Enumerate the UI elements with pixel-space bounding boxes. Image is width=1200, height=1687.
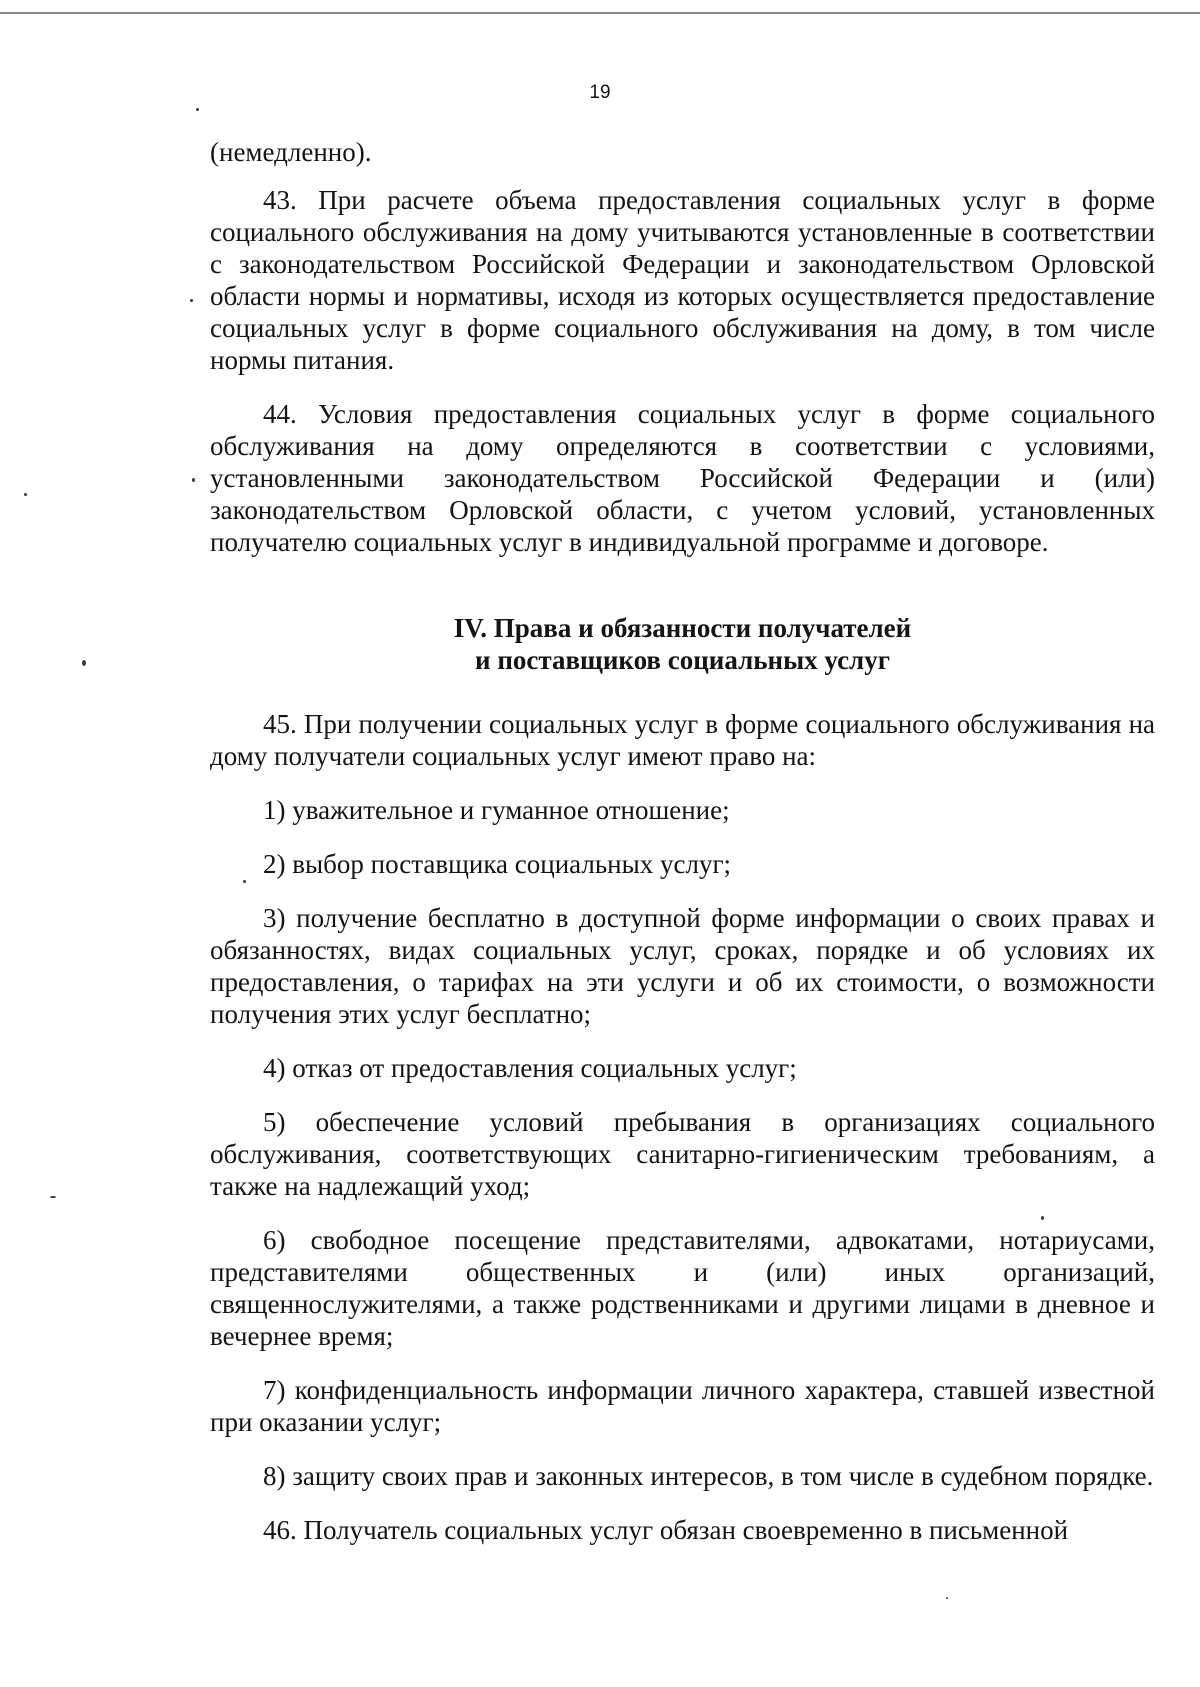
list-item-8: 8) защиту своих прав и законных интересов, в том числе в судебном порядке.: [263, 1461, 1154, 1491]
continuation-text: (немедленно).: [210, 137, 372, 167]
scan-top-edge-line: [0, 12, 1200, 14]
scan-speck: [243, 880, 246, 883]
paragraph-44: 44. Условия предоставления социальных услуг в форме социального обслуживания на дому определяются в соответствии с условиями, установленными законодательством Российской Федерации и (или) законодательством Орловской области, с учетом условий, установленных получателю социальных услуг в индивидуальной программе и договоре.: [210, 399, 1155, 557]
scan-speck: [192, 478, 195, 482]
section-heading: [210, 612, 1155, 676]
list-item-4: 4) отказ от предоставления социальных услуг;: [263, 1053, 797, 1083]
paragraph-43: 43. При расчете объема предоставления социальных услуг в форме социального обслуживания на дому учитываются установленные в соответствии с законодательством Российской Федерации и законодательством Орловской области нормы и нормативы, исходя из которых осуществляется предоставление социальных услуг в форме социального обслуживания на дому, в том числе нормы питания.: [210, 185, 1155, 375]
list-item-7: 7) конфиденциальность информации личного характера, ставшей известной при оказании услуг;: [210, 1375, 1155, 1437]
scan-speck: [1041, 1216, 1044, 1220]
scan-speck: [190, 299, 193, 302]
section-heading-line-1: IV. Права и обязанности получателей: [453, 613, 912, 643]
list-item-5: 5) обеспечение условий пребывания в организациях социального обслуживания, соответствующих санитарно-гигиеническим требованиям, а также на надлежащий уход;: [210, 1107, 1155, 1201]
list-item-1: 1) уважительное и гуманное отношение;: [263, 795, 730, 825]
scan-speck: [196, 108, 199, 111]
list-item-3: 3) получение бесплатно в доступной форме информации о своих правах и обязанностях, видах социальных услуг, сроках, порядке и об условиях их предоставления, о тарифах на эти услуги и об их стоимости, о возможности получения этих услуг бесплатно;: [210, 903, 1155, 1029]
page-number: 19: [589, 82, 611, 103]
section-heading-line-2: и поставщиков социальных услуг: [475, 645, 890, 675]
list-item-6: 6) свободное посещение представителями, адвокатами, нотариусами, представителями общественных и (или) иных организаций, священнослужителями, а также родственниками и другими лицами в дневное и вечернее время;: [210, 1225, 1155, 1351]
document-body: [210, 136, 1155, 1568]
scan-speck: [82, 660, 86, 666]
scan-speck: [50, 1196, 56, 1198]
paragraph-46-start: 46. Получатель социальных услуг обязан своевременно в письменной: [263, 1515, 1069, 1545]
list-item-2: 2) выбор поставщика социальных услуг;: [263, 849, 732, 879]
scan-speck: [946, 1597, 948, 1599]
paragraph-45-intro: 45. При получении социальных услуг в форме социального обслуживания на дому получатели социальных услуг имеют право на:: [210, 709, 1155, 771]
scan-speck: [24, 493, 27, 496]
